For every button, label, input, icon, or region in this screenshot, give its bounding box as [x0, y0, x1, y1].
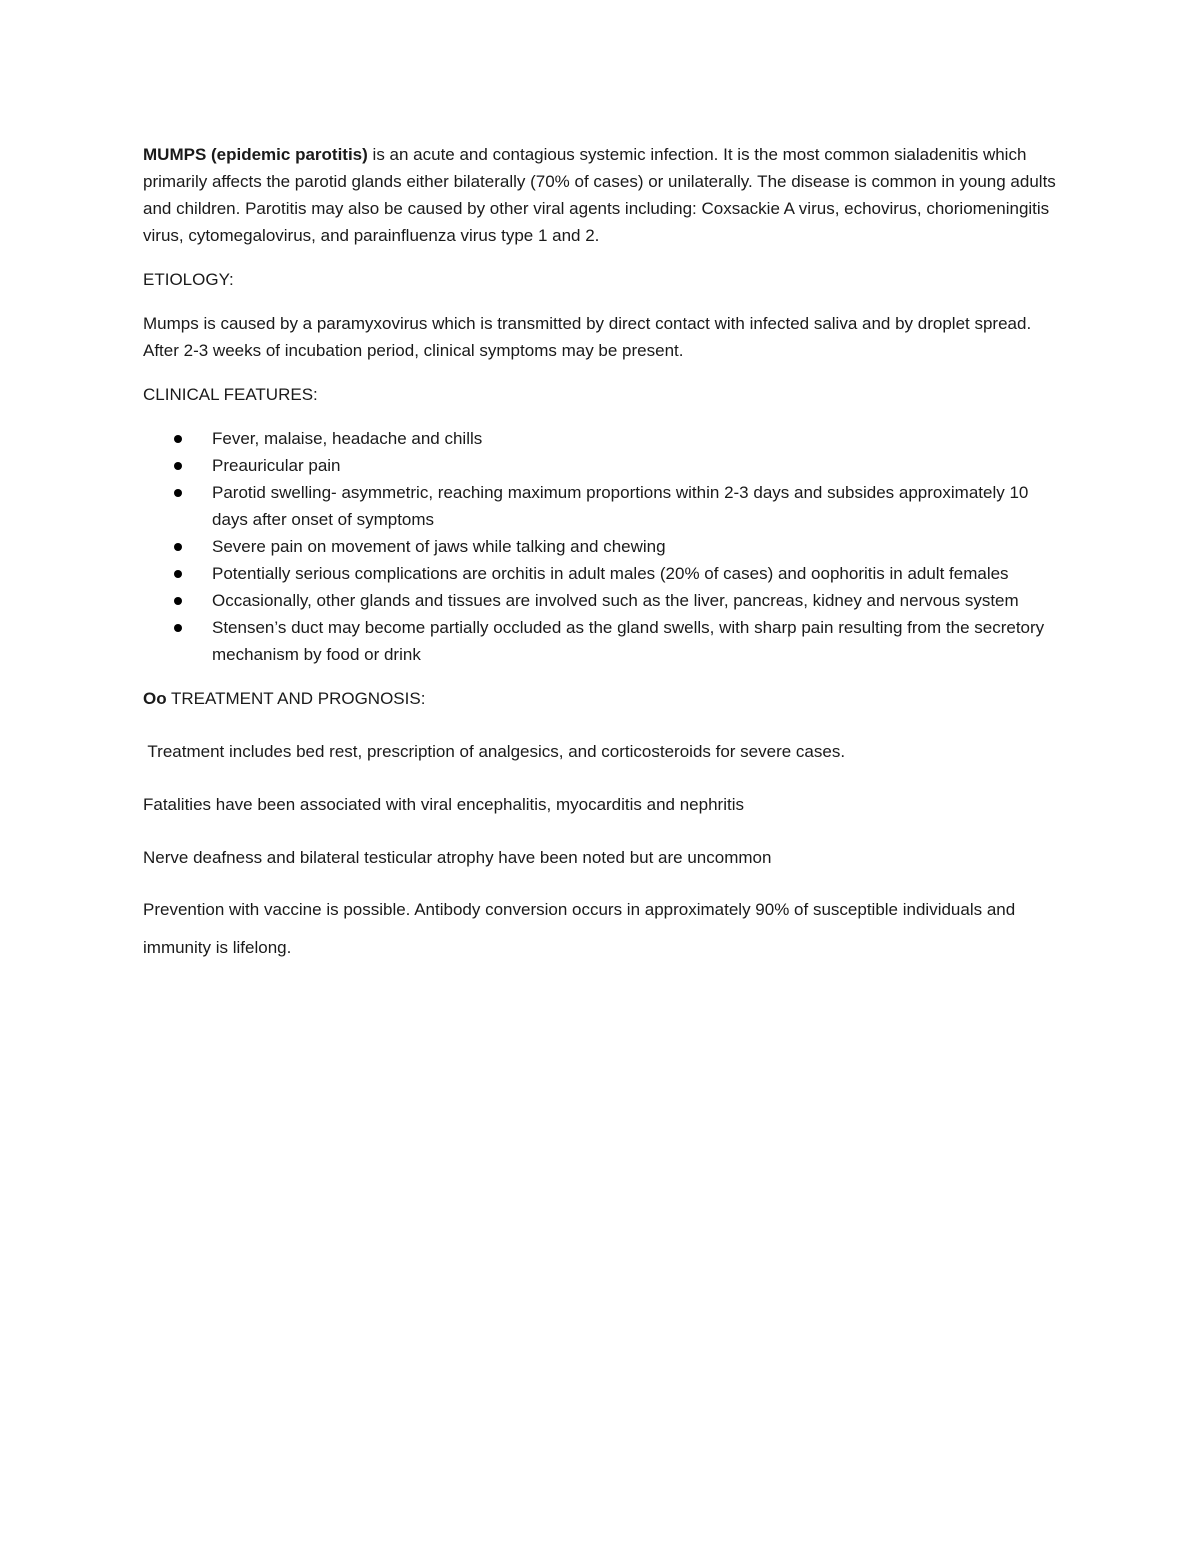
etiology-heading: ETIOLOGY: — [143, 270, 234, 289]
bullet-icon — [174, 570, 182, 578]
list-item — [143, 425, 1063, 452]
etiology-paragraph: Mumps is caused by a paramyxovirus which is transmitted by direct contact with infected saliva and by droplet spread. After 2-3 weeks of incubation period, clinical symptoms may be present. — [143, 314, 1032, 360]
fatalities-paragraph: Fatalities have been associated with viral encephalitis, myocarditis and nephritis — [143, 795, 744, 814]
complications-paragraph: Nerve deafness and bilateral testicular atrophy have been noted but are uncommon — [143, 848, 772, 867]
clinical-features-list — [143, 425, 1063, 668]
list-item — [143, 560, 1063, 587]
prevention-paragraph: Prevention with vaccine is possible. Antibody conversion occurs in approximately 90% of susceptible individuals and immunity is lifelong. — [143, 900, 1016, 957]
list-item — [143, 479, 1063, 533]
treatment-heading — [143, 685, 1063, 712]
bullet-icon — [174, 435, 182, 443]
clinical-features-heading: CLINICAL FEATURES: — [143, 385, 318, 404]
list-item — [143, 452, 1063, 479]
list-item — [143, 587, 1063, 614]
treatment-heading-text: TREATMENT AND PROGNOSIS: — [166, 689, 426, 708]
list-item-text: Stensen’s duct may become partially occluded as the gland swells, with sharp pain resulting from the secretory mechanism by food or drink — [212, 618, 1045, 664]
bullet-icon — [174, 597, 182, 605]
list-item-text: Potentially serious complications are orchitis in adult males (20% of cases) and oophoritis in adult females — [212, 564, 1009, 583]
list-item — [143, 533, 1063, 560]
bullet-icon — [174, 624, 182, 632]
list-item-text: Preauricular pain — [212, 456, 341, 475]
treatment-paragraph: Treatment includes bed rest, prescription of analgesics, and corticosteroids for severe cases. — [143, 742, 846, 761]
list-item-text: Occasionally, other glands and tissues are involved such as the liver, pancreas, kidney and nervous system — [212, 591, 1019, 610]
bullet-icon — [174, 543, 182, 551]
list-item-text: Severe pain on movement of jaws while talking and chewing — [212, 537, 666, 556]
list-item-text: Parotid swelling- asymmetric, reaching maximum proportions within 2-3 days and subsides approximately 10 days after onset of symptoms — [212, 483, 1029, 529]
intro-text: is an acute and contagious systemic infection. It is the most common sialadenitis which primarily affects the parotid glands either bilaterally (70% of cases) or unilaterally. The disease is common in young adults and children. Parotitis may also be caused by other viral agents including: Coxsackie A virus, echovirus, choriomeningitis virus, cytomegalovirus, and parainfluenza virus type 1 and 2. — [143, 145, 1056, 245]
list-item-text: Fever, malaise, headache and chills — [212, 429, 483, 448]
bullet-icon — [174, 462, 182, 470]
intro-paragraph — [143, 141, 1063, 249]
list-item — [143, 614, 1063, 668]
intro-lead: MUMPS (epidemic parotitis) — [143, 145, 368, 164]
bullet-icon — [174, 489, 182, 497]
document-body — [143, 141, 1063, 967]
treatment-heading-prefix: Oo — [143, 689, 167, 708]
